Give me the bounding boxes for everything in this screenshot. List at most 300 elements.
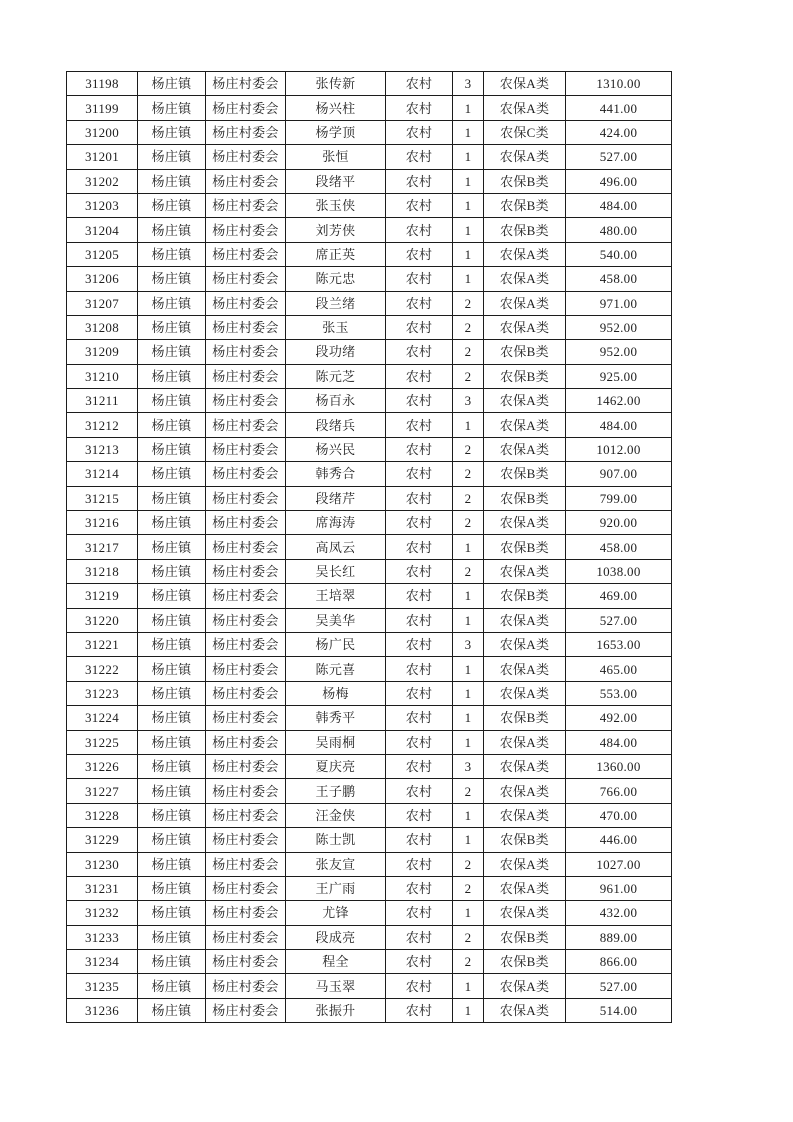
table-row [67,486,672,510]
cell-amount: 1462.00 [566,389,672,413]
cell-amount: 889.00 [566,925,672,949]
cell-category: 农保A类 [484,803,566,827]
cell-locale: 农村 [386,950,453,974]
cell-locale: 农村 [386,413,453,437]
cell-name: 段成亮 [286,925,386,949]
table-row [67,974,672,998]
cell-category: 农保A类 [484,72,566,96]
cell-count: 1 [453,584,484,608]
cell-category: 农保A类 [484,876,566,900]
cell-name: 尤锋 [286,901,386,925]
cell-id: 31206 [67,267,138,291]
cell-committee: 杨庄村委会 [206,193,286,217]
table-row [67,120,672,144]
cell-locale: 农村 [386,242,453,266]
cell-locale: 农村 [386,120,453,144]
cell-locale: 农村 [386,657,453,681]
cell-committee: 杨庄村委会 [206,608,286,632]
cell-count: 1 [453,120,484,144]
cell-committee: 杨庄村委会 [206,730,286,754]
cell-committee: 杨庄村委会 [206,901,286,925]
pension-table-body [67,72,672,1023]
cell-town: 杨庄镇 [138,828,206,852]
cell-count: 2 [453,364,484,388]
cell-id: 31223 [67,681,138,705]
cell-town: 杨庄镇 [138,950,206,974]
table-row [67,193,672,217]
cell-town: 杨庄镇 [138,72,206,96]
cell-amount: 514.00 [566,998,672,1022]
cell-id: 31202 [67,169,138,193]
cell-name: 吴美华 [286,608,386,632]
cell-town: 杨庄镇 [138,462,206,486]
cell-amount: 920.00 [566,511,672,535]
cell-committee: 杨庄村委会 [206,876,286,900]
cell-locale: 农村 [386,389,453,413]
cell-id: 31210 [67,364,138,388]
cell-town: 杨庄镇 [138,193,206,217]
cell-category: 农保A类 [484,389,566,413]
cell-name: 陈元芝 [286,364,386,388]
cell-town: 杨庄镇 [138,925,206,949]
table-row [67,437,672,461]
cell-committee: 杨庄村委会 [206,974,286,998]
cell-town: 杨庄镇 [138,584,206,608]
cell-locale: 农村 [386,876,453,900]
cell-count: 2 [453,852,484,876]
cell-category: 农保A类 [484,291,566,315]
cell-count: 2 [453,315,484,339]
table-row [67,364,672,388]
cell-locale: 农村 [386,340,453,364]
cell-town: 杨庄镇 [138,145,206,169]
cell-amount: 961.00 [566,876,672,900]
cell-count: 2 [453,291,484,315]
cell-committee: 杨庄村委会 [206,389,286,413]
cell-id: 31235 [67,974,138,998]
cell-locale: 农村 [386,998,453,1022]
cell-name: 段功绪 [286,340,386,364]
cell-id: 31226 [67,754,138,778]
cell-name: 陈元忠 [286,267,386,291]
cell-town: 杨庄镇 [138,974,206,998]
cell-town: 杨庄镇 [138,340,206,364]
cell-category: 农保A类 [484,998,566,1022]
cell-amount: 952.00 [566,340,672,364]
cell-locale: 农村 [386,145,453,169]
table-row [67,779,672,803]
cell-locale: 农村 [386,754,453,778]
cell-count: 1 [453,169,484,193]
cell-amount: 1012.00 [566,437,672,461]
cell-count: 1 [453,730,484,754]
cell-count: 1 [453,657,484,681]
table-row [67,754,672,778]
table-row [67,706,672,730]
cell-name: 杨广民 [286,632,386,656]
cell-amount: 925.00 [566,364,672,388]
cell-name: 夏庆亮 [286,754,386,778]
cell-id: 31198 [67,72,138,96]
cell-amount: 527.00 [566,974,672,998]
cell-count: 1 [453,998,484,1022]
cell-committee: 杨庄村委会 [206,96,286,120]
table-row [67,950,672,974]
cell-name: 杨百永 [286,389,386,413]
cell-category: 农保B类 [484,535,566,559]
cell-committee: 杨庄村委会 [206,413,286,437]
cell-committee: 杨庄村委会 [206,657,286,681]
cell-committee: 杨庄村委会 [206,169,286,193]
cell-category: 农保B类 [484,486,566,510]
cell-count: 2 [453,779,484,803]
cell-name: 段绪平 [286,169,386,193]
table-row [67,96,672,120]
table-row [67,267,672,291]
cell-name: 汪金侠 [286,803,386,827]
cell-town: 杨庄镇 [138,364,206,388]
cell-id: 31201 [67,145,138,169]
cell-count: 1 [453,242,484,266]
cell-committee: 杨庄村委会 [206,242,286,266]
cell-locale: 农村 [386,901,453,925]
cell-category: 农保A类 [484,754,566,778]
cell-committee: 杨庄村委会 [206,828,286,852]
cell-committee: 杨庄村委会 [206,925,286,949]
cell-count: 2 [453,950,484,974]
table-row [67,632,672,656]
cell-count: 1 [453,681,484,705]
cell-locale: 农村 [386,267,453,291]
cell-category: 农保A类 [484,632,566,656]
cell-town: 杨庄镇 [138,657,206,681]
cell-amount: 952.00 [566,315,672,339]
cell-town: 杨庄镇 [138,803,206,827]
cell-town: 杨庄镇 [138,291,206,315]
cell-id: 31215 [67,486,138,510]
cell-category: 农保B类 [484,828,566,852]
cell-category: 农保B类 [484,950,566,974]
cell-locale: 农村 [386,462,453,486]
cell-count: 2 [453,437,484,461]
cell-town: 杨庄镇 [138,437,206,461]
cell-committee: 杨庄村委会 [206,584,286,608]
cell-count: 1 [453,974,484,998]
cell-id: 31222 [67,657,138,681]
cell-category: 农保B类 [484,584,566,608]
cell-id: 31234 [67,950,138,974]
cell-category: 农保B类 [484,364,566,388]
cell-locale: 农村 [386,925,453,949]
cell-committee: 杨庄村委会 [206,706,286,730]
cell-name: 杨学顶 [286,120,386,144]
cell-committee: 杨庄村委会 [206,315,286,339]
table-row [67,535,672,559]
cell-count: 1 [453,706,484,730]
cell-id: 31200 [67,120,138,144]
cell-locale: 农村 [386,511,453,535]
cell-amount: 496.00 [566,169,672,193]
cell-locale: 农村 [386,193,453,217]
cell-name: 陈元喜 [286,657,386,681]
table-row [67,657,672,681]
cell-locale: 农村 [386,584,453,608]
cell-committee: 杨庄村委会 [206,218,286,242]
cell-category: 农保B类 [484,462,566,486]
cell-town: 杨庄镇 [138,998,206,1022]
cell-amount: 470.00 [566,803,672,827]
cell-amount: 465.00 [566,657,672,681]
cell-name: 张传新 [286,72,386,96]
cell-count: 2 [453,340,484,364]
cell-town: 杨庄镇 [138,511,206,535]
cell-locale: 农村 [386,974,453,998]
cell-locale: 农村 [386,632,453,656]
cell-amount: 1310.00 [566,72,672,96]
cell-id: 31205 [67,242,138,266]
cell-count: 2 [453,559,484,583]
table-row [67,462,672,486]
cell-locale: 农村 [386,96,453,120]
cell-name: 张恒 [286,145,386,169]
cell-count: 2 [453,925,484,949]
cell-committee: 杨庄村委会 [206,486,286,510]
cell-category: 农保A类 [484,242,566,266]
cell-locale: 农村 [386,486,453,510]
table-row [67,340,672,364]
cell-name: 张玉侠 [286,193,386,217]
cell-category: 农保B类 [484,340,566,364]
cell-count: 2 [453,876,484,900]
cell-name: 程全 [286,950,386,974]
cell-amount: 971.00 [566,291,672,315]
cell-category: 农保A类 [484,267,566,291]
cell-count: 1 [453,267,484,291]
cell-id: 31211 [67,389,138,413]
cell-name: 王培翠 [286,584,386,608]
table-row [67,608,672,632]
cell-amount: 469.00 [566,584,672,608]
cell-committee: 杨庄村委会 [206,632,286,656]
cell-amount: 458.00 [566,267,672,291]
cell-name: 韩秀平 [286,706,386,730]
table-row [67,145,672,169]
cell-id: 31213 [67,437,138,461]
cell-category: 农保A类 [484,96,566,120]
cell-count: 1 [453,145,484,169]
table-row [67,876,672,900]
table-row [67,584,672,608]
cell-town: 杨庄镇 [138,413,206,437]
cell-locale: 农村 [386,364,453,388]
cell-locale: 农村 [386,608,453,632]
cell-category: 农保B类 [484,193,566,217]
table-row [67,828,672,852]
cell-committee: 杨庄村委会 [206,998,286,1022]
table-row [67,218,672,242]
cell-id: 31225 [67,730,138,754]
cell-amount: 441.00 [566,96,672,120]
cell-category: 农保A类 [484,559,566,583]
cell-count: 2 [453,511,484,535]
cell-town: 杨庄镇 [138,876,206,900]
cell-amount: 527.00 [566,608,672,632]
cell-locale: 农村 [386,218,453,242]
cell-id: 31214 [67,462,138,486]
cell-category: 农保B类 [484,925,566,949]
cell-name: 张玉 [286,315,386,339]
cell-town: 杨庄镇 [138,754,206,778]
cell-locale: 农村 [386,779,453,803]
cell-town: 杨庄镇 [138,120,206,144]
table-row [67,413,672,437]
cell-locale: 农村 [386,706,453,730]
table-row [67,852,672,876]
cell-committee: 杨庄村委会 [206,535,286,559]
cell-category: 农保A类 [484,730,566,754]
cell-count: 1 [453,96,484,120]
cell-id: 31217 [67,535,138,559]
cell-name: 王子鹏 [286,779,386,803]
cell-committee: 杨庄村委会 [206,803,286,827]
cell-category: 农保A类 [484,657,566,681]
cell-count: 1 [453,828,484,852]
cell-count: 1 [453,193,484,217]
cell-name: 段绪兵 [286,413,386,437]
cell-name: 高凤云 [286,535,386,559]
cell-name: 刘芳侠 [286,218,386,242]
cell-amount: 1027.00 [566,852,672,876]
cell-count: 1 [453,218,484,242]
cell-name: 杨兴民 [286,437,386,461]
cell-town: 杨庄镇 [138,852,206,876]
table-row [67,559,672,583]
cell-id: 31236 [67,998,138,1022]
cell-amount: 866.00 [566,950,672,974]
cell-id: 31232 [67,901,138,925]
cell-name: 王广雨 [286,876,386,900]
cell-category: 农保A类 [484,852,566,876]
cell-name: 段绪芹 [286,486,386,510]
cell-category: 农保A类 [484,145,566,169]
cell-town: 杨庄镇 [138,96,206,120]
table-row [67,72,672,96]
cell-town: 杨庄镇 [138,608,206,632]
cell-category: 农保B类 [484,218,566,242]
cell-town: 杨庄镇 [138,706,206,730]
cell-count: 3 [453,632,484,656]
cell-name: 段兰绪 [286,291,386,315]
cell-amount: 553.00 [566,681,672,705]
pension-records-table [66,71,672,1023]
cell-committee: 杨庄村委会 [206,779,286,803]
cell-amount: 424.00 [566,120,672,144]
cell-amount: 907.00 [566,462,672,486]
cell-locale: 农村 [386,681,453,705]
cell-amount: 540.00 [566,242,672,266]
cell-committee: 杨庄村委会 [206,120,286,144]
cell-category: 农保B类 [484,169,566,193]
cell-committee: 杨庄村委会 [206,754,286,778]
cell-name: 陈士凯 [286,828,386,852]
cell-amount: 1038.00 [566,559,672,583]
cell-name: 杨兴柱 [286,96,386,120]
cell-amount: 432.00 [566,901,672,925]
cell-committee: 杨庄村委会 [206,340,286,364]
table-row [67,925,672,949]
cell-town: 杨庄镇 [138,535,206,559]
table-row [67,291,672,315]
cell-committee: 杨庄村委会 [206,364,286,388]
cell-locale: 农村 [386,559,453,583]
cell-name: 席海涛 [286,511,386,535]
cell-committee: 杨庄村委会 [206,72,286,96]
cell-count: 1 [453,413,484,437]
cell-category: 农保A类 [484,437,566,461]
table-row [67,169,672,193]
cell-town: 杨庄镇 [138,218,206,242]
cell-locale: 农村 [386,291,453,315]
cell-amount: 527.00 [566,145,672,169]
cell-amount: 484.00 [566,730,672,754]
cell-committee: 杨庄村委会 [206,291,286,315]
table-row [67,511,672,535]
cell-count: 2 [453,486,484,510]
cell-committee: 杨庄村委会 [206,559,286,583]
cell-count: 1 [453,901,484,925]
table-row [67,242,672,266]
cell-committee: 杨庄村委会 [206,267,286,291]
cell-id: 31220 [67,608,138,632]
cell-name: 席正英 [286,242,386,266]
cell-id: 31227 [67,779,138,803]
cell-town: 杨庄镇 [138,486,206,510]
cell-name: 张振升 [286,998,386,1022]
cell-category: 农保A类 [484,511,566,535]
cell-locale: 农村 [386,803,453,827]
cell-locale: 农村 [386,730,453,754]
cell-town: 杨庄镇 [138,681,206,705]
cell-committee: 杨庄村委会 [206,681,286,705]
cell-id: 31203 [67,193,138,217]
cell-count: 1 [453,608,484,632]
cell-id: 31221 [67,632,138,656]
cell-amount: 484.00 [566,413,672,437]
cell-name: 韩秀合 [286,462,386,486]
cell-locale: 农村 [386,437,453,461]
cell-locale: 农村 [386,315,453,339]
cell-id: 31207 [67,291,138,315]
cell-category: 农保A类 [484,413,566,437]
table-row [67,389,672,413]
cell-amount: 480.00 [566,218,672,242]
cell-committee: 杨庄村委会 [206,950,286,974]
cell-id: 31230 [67,852,138,876]
cell-town: 杨庄镇 [138,315,206,339]
table-row [67,730,672,754]
cell-id: 31212 [67,413,138,437]
cell-category: 农保A类 [484,901,566,925]
cell-id: 31233 [67,925,138,949]
cell-category: 农保A类 [484,974,566,998]
cell-amount: 799.00 [566,486,672,510]
cell-town: 杨庄镇 [138,779,206,803]
cell-amount: 446.00 [566,828,672,852]
cell-id: 31229 [67,828,138,852]
cell-id: 31208 [67,315,138,339]
cell-name: 吴雨桐 [286,730,386,754]
cell-amount: 484.00 [566,193,672,217]
